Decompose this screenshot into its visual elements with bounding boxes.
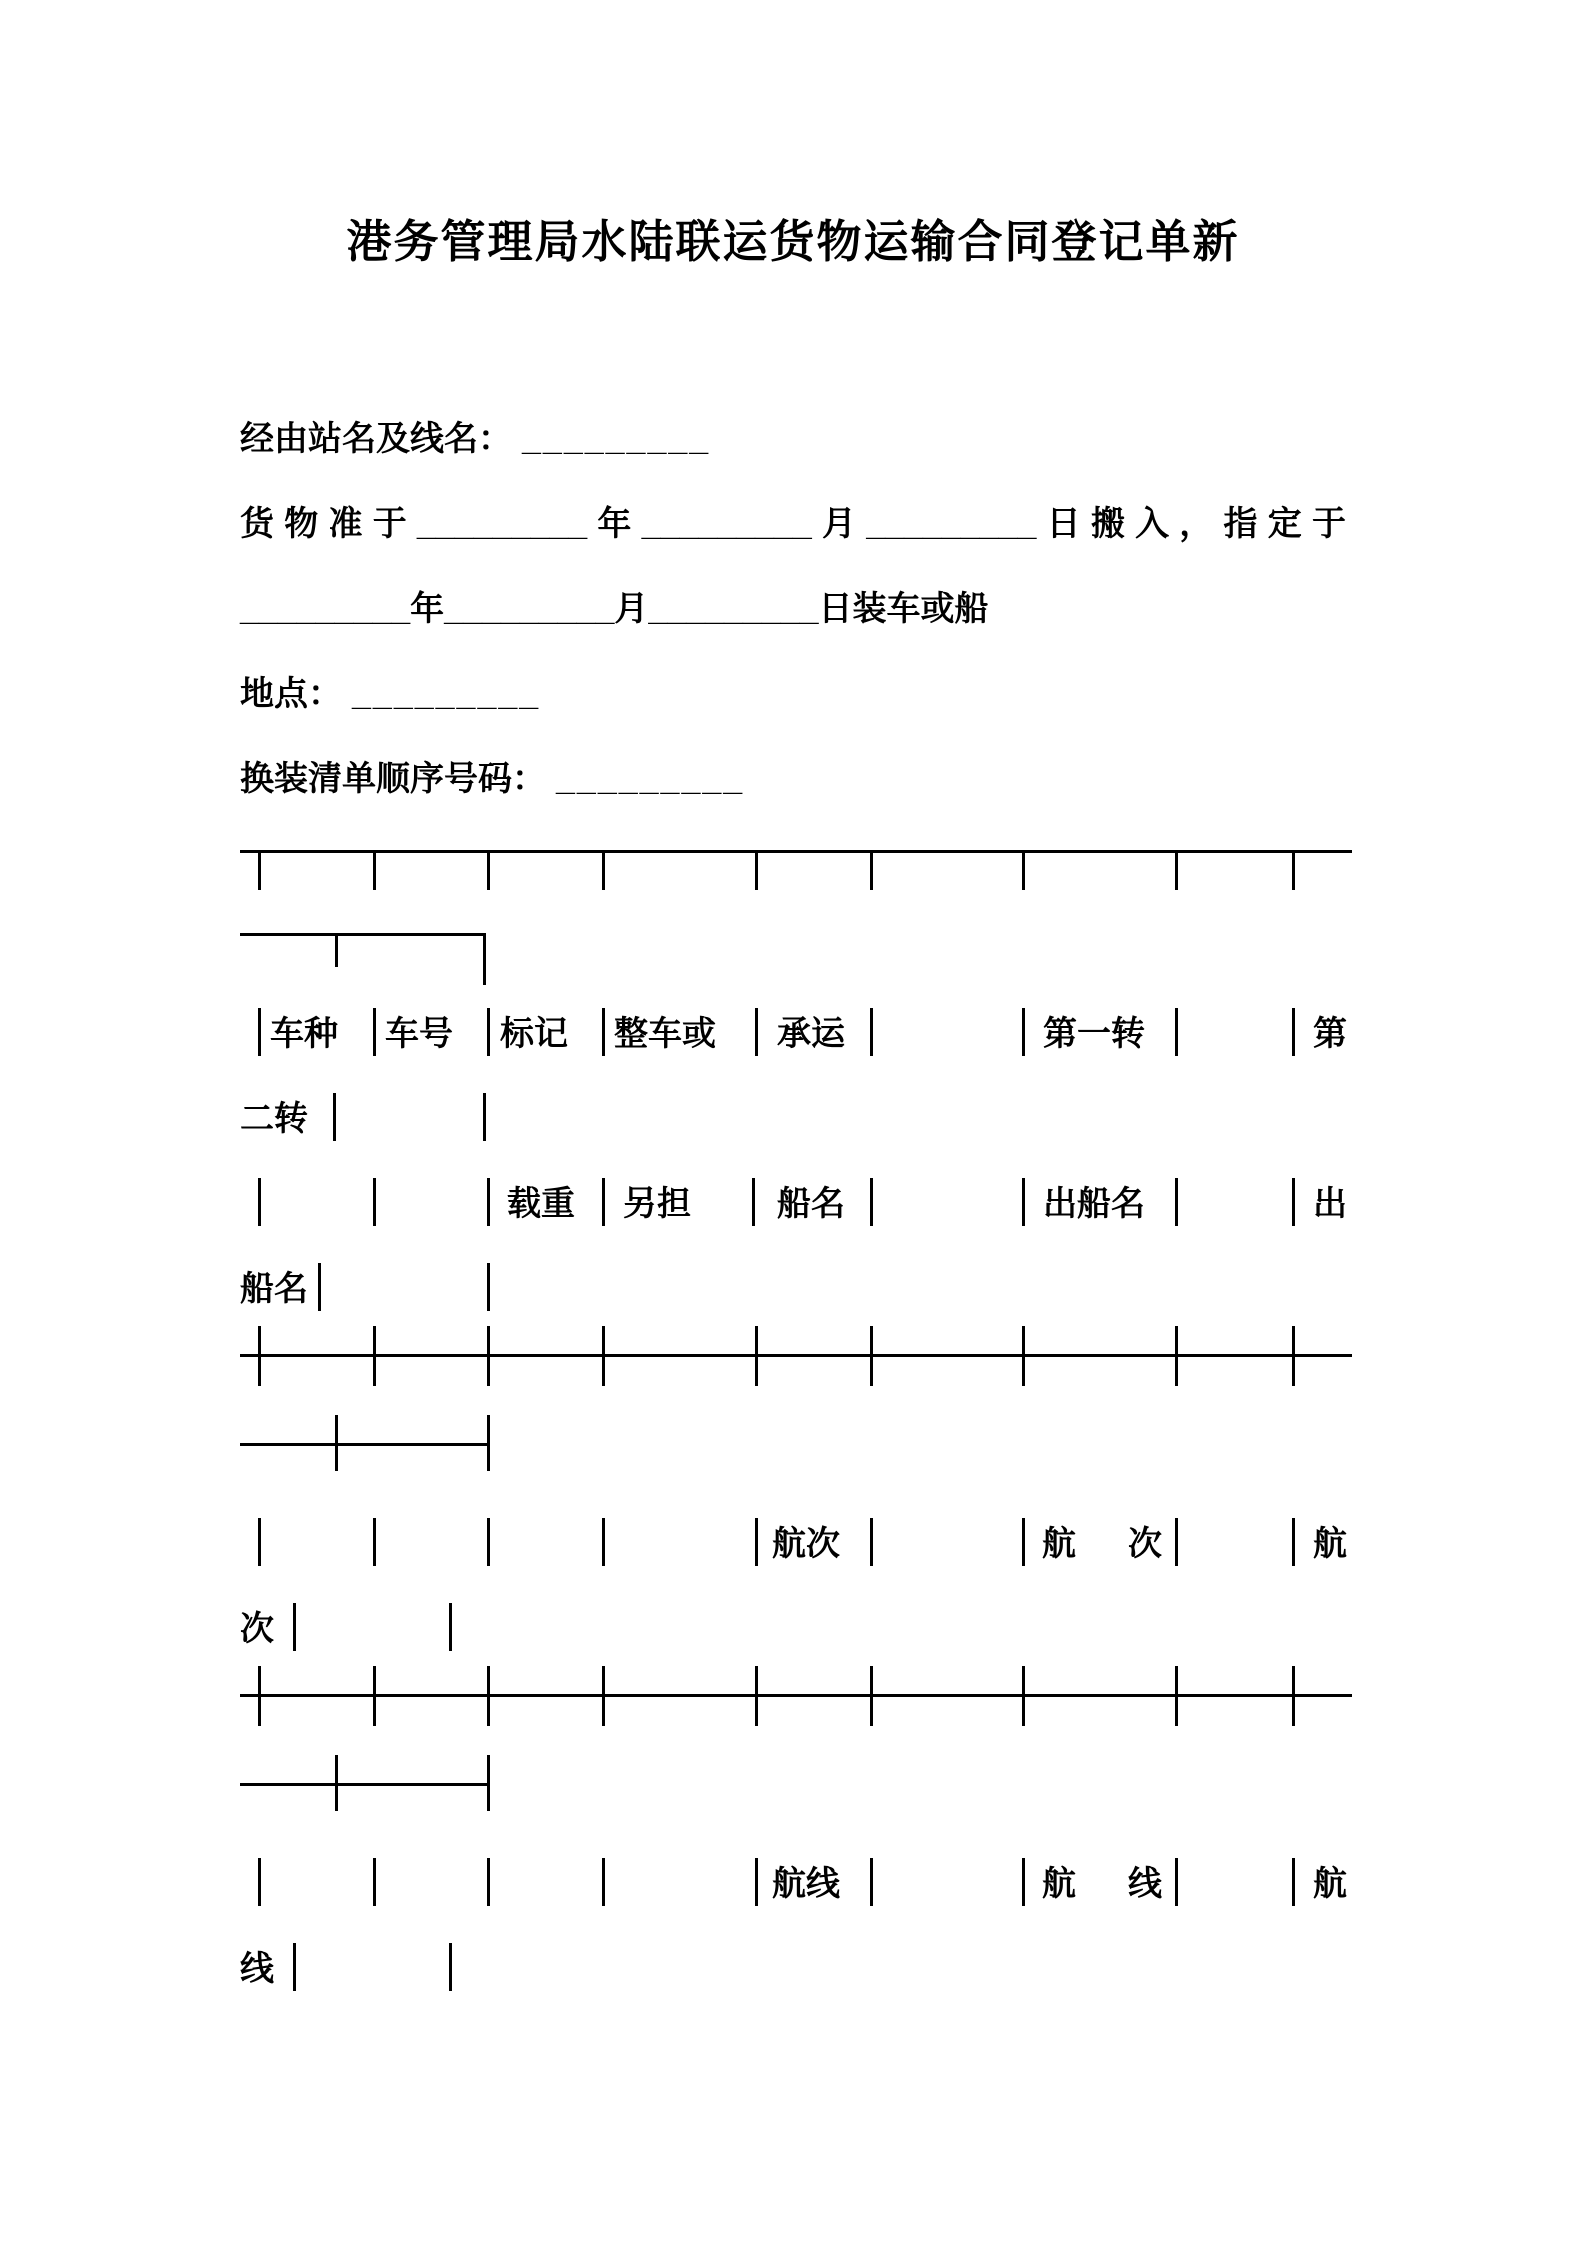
- column-tick: [335, 1415, 338, 1471]
- row-cell: 航: [1042, 1865, 1076, 1903]
- cell-divider: [870, 1518, 873, 1566]
- column-tick: [258, 1326, 261, 1386]
- location-blank-line: _________: [352, 675, 541, 713]
- header-cell: 整车或: [614, 1015, 716, 1053]
- column-tick: [258, 1666, 261, 1726]
- cell-divider: [1175, 1178, 1178, 1226]
- cargo-ready-line: 货物准于_________年_________月_________日搬入，指定于: [240, 505, 1346, 543]
- via-station-blank-line: _________: [522, 420, 711, 458]
- header-cell: 承运: [777, 1015, 845, 1053]
- subheader-cell: 出: [1313, 1185, 1347, 1223]
- separator-line: [240, 1694, 1352, 1697]
- cell-divider: [373, 1008, 376, 1056]
- column-tick: [1022, 850, 1025, 890]
- cell-divider: [487, 1008, 490, 1056]
- cell-divider: [487, 1178, 490, 1226]
- row-cell: 航: [1042, 1525, 1076, 1563]
- row-cell: 线: [240, 1950, 274, 1988]
- cell-divider: [487, 1518, 490, 1566]
- cell-divider: [870, 1008, 873, 1056]
- table-row-route-wrap: [240, 1925, 1346, 2010]
- column-tick: [1292, 1666, 1295, 1726]
- header-cell: 第一转: [1043, 1015, 1145, 1053]
- column-tick: [1175, 850, 1178, 890]
- cell-divider: [483, 1093, 486, 1141]
- row-cell: 航次: [772, 1525, 840, 1563]
- row-cell: 航: [1313, 1865, 1347, 1903]
- column-tick: [755, 850, 758, 890]
- table-separator: [240, 1670, 1346, 1755]
- subheader-cell: 船名: [777, 1185, 845, 1223]
- cell-divider: [293, 1603, 296, 1651]
- cell-divider: [755, 1008, 758, 1056]
- cell-divider: [333, 1093, 336, 1141]
- cell-divider: [602, 1858, 605, 1906]
- end-tick: [487, 1415, 490, 1471]
- cell-divider: [449, 1943, 452, 1991]
- location-label: 地点：: [240, 675, 342, 713]
- cell-divider: [487, 1263, 490, 1311]
- cell-divider: [870, 1178, 873, 1226]
- table-row-route: [240, 1840, 1346, 1925]
- cell-divider: [602, 1178, 605, 1226]
- cell-divider: [258, 1008, 261, 1056]
- cell-divider: [258, 1858, 261, 1906]
- column-tick: [373, 850, 376, 890]
- column-tick: [602, 850, 605, 890]
- column-tick: [335, 1755, 338, 1811]
- border-line: [240, 933, 486, 936]
- field-location: [240, 650, 1346, 735]
- cell-divider: [752, 1178, 755, 1226]
- table-top-border-wrap: [240, 905, 1346, 990]
- table-separator-wrap: [240, 1755, 1346, 1840]
- border-line: [240, 850, 1352, 853]
- table-header-row: [240, 990, 1346, 1075]
- column-tick: [870, 850, 873, 890]
- separator-line: [240, 1443, 490, 1446]
- cell-divider: [1292, 1178, 1295, 1226]
- cell-divider: [373, 1178, 376, 1226]
- table-top-border: [240, 820, 1346, 905]
- column-tick: [602, 1666, 605, 1726]
- header-cell: 标记: [500, 1015, 568, 1053]
- cell-divider: [258, 1518, 261, 1566]
- transfer-list-blank-line: _________: [556, 760, 745, 798]
- subheader-cell: 出船名: [1043, 1185, 1145, 1223]
- column-tick: [487, 1326, 490, 1386]
- column-tick: [373, 1326, 376, 1386]
- row-cell: 次: [1128, 1525, 1162, 1563]
- field-via-station: [240, 395, 1346, 480]
- field-transfer-list-number: [240, 735, 1346, 820]
- header-cell: 二转: [240, 1100, 308, 1138]
- column-tick: [1022, 1326, 1025, 1386]
- transfer-list-label: 换装清单顺序号码：: [240, 760, 546, 798]
- cell-divider: [258, 1178, 261, 1226]
- column-tick: [373, 1666, 376, 1726]
- corner-tick: [483, 933, 486, 985]
- separator-line: [240, 1354, 1352, 1357]
- via-station-label: 经由站名及线名：: [240, 420, 512, 458]
- subheader-cell: 另担: [623, 1185, 691, 1223]
- table-separator-wrap: [240, 1415, 1346, 1500]
- header-cell: 车号: [385, 1015, 453, 1053]
- cell-divider: [1175, 1518, 1178, 1566]
- cargo-ready-line-2: _________年_________月_________日装车或船: [240, 590, 989, 628]
- cell-divider: [1022, 1178, 1025, 1226]
- column-tick: [1175, 1666, 1178, 1726]
- cell-divider: [755, 1518, 758, 1566]
- cell-divider: [318, 1263, 321, 1311]
- table-row-voyage-no: [240, 1500, 1346, 1585]
- separator-line: [240, 1783, 490, 1786]
- cell-divider: [1292, 1008, 1295, 1056]
- table-subheader-row-wrap: [240, 1245, 1346, 1330]
- column-tick: [755, 1666, 758, 1726]
- cell-divider: [373, 1518, 376, 1566]
- column-tick: [870, 1666, 873, 1726]
- row-cell: 航线: [772, 1865, 840, 1903]
- subheader-cell: 载重: [507, 1185, 575, 1223]
- subheader-cell: 船名: [240, 1270, 308, 1308]
- column-tick: [602, 1326, 605, 1386]
- column-tick: [335, 933, 338, 967]
- cell-divider: [870, 1858, 873, 1906]
- column-tick: [1292, 1326, 1295, 1386]
- cell-divider: [1292, 1858, 1295, 1906]
- column-tick: [1292, 850, 1295, 890]
- cell-divider: [1022, 1858, 1025, 1906]
- cell-divider: [449, 1603, 452, 1651]
- cell-divider: [1175, 1008, 1178, 1056]
- column-tick: [1175, 1326, 1178, 1386]
- table-row-voyage-no-wrap: [240, 1585, 1346, 1670]
- page-title: 港务管理局水陆联运货物运输合同登记单新: [346, 216, 1240, 267]
- cell-divider: [602, 1008, 605, 1056]
- cell-divider: [1292, 1518, 1295, 1566]
- column-tick: [487, 1666, 490, 1726]
- column-tick: [258, 850, 261, 890]
- end-tick: [487, 1755, 490, 1811]
- column-tick: [1022, 1666, 1025, 1726]
- table-subheader-row: [240, 1160, 1346, 1245]
- cell-divider: [1175, 1858, 1178, 1906]
- cell-divider: [1022, 1008, 1025, 1056]
- row-cell: 航: [1313, 1525, 1347, 1563]
- cell-divider: [755, 1858, 758, 1906]
- cell-divider: [487, 1858, 490, 1906]
- table-header-row-wrap: [240, 1075, 1346, 1160]
- header-cell: 第: [1313, 1015, 1347, 1053]
- table-separator: [240, 1330, 1346, 1415]
- cell-divider: [602, 1518, 605, 1566]
- cell-divider: [373, 1858, 376, 1906]
- row-cell: 次: [240, 1610, 274, 1648]
- cell-divider: [293, 1943, 296, 1991]
- cell-divider: [1022, 1518, 1025, 1566]
- header-cell: 车种: [270, 1015, 338, 1053]
- column-tick: [870, 1326, 873, 1386]
- row-cell: 线: [1128, 1865, 1162, 1903]
- column-tick: [487, 850, 490, 890]
- column-tick: [755, 1326, 758, 1386]
